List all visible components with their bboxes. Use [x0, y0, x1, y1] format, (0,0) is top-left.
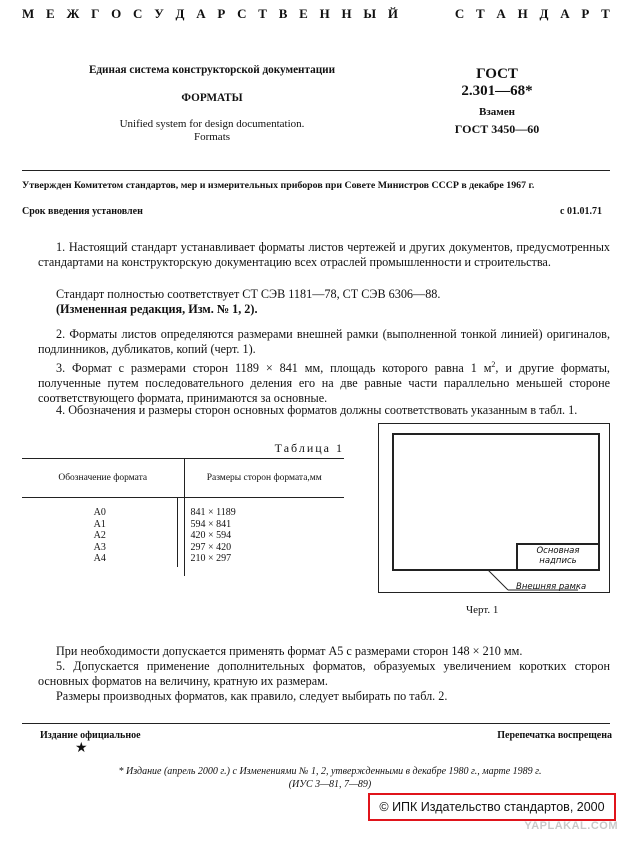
- copyright-text: © ИПК Издательство стандартов, 2000: [379, 800, 605, 814]
- paragraph-4: 4. Обозначения и размеры сторон основных форматов должны соответствовать указанным в табл. 1.: [56, 403, 578, 417]
- table-cell-size: 841 × 1189: [190, 507, 236, 518]
- english-title-line1: Unified system for design documentation.: [119, 118, 305, 130]
- paragraph-3-text-b: , и другие форматы, полученные путем последовательного деления его на две равные части параллельно меньшей стороне соответствующего формата, принимаются за основные.: [38, 361, 610, 406]
- banner-letter: Н: [341, 6, 352, 21]
- paragraph-1c: (Измененная редакция, Изм. № 1, 2).: [56, 302, 258, 316]
- banner-letter: [410, 6, 413, 22]
- column-header-dimensions: Размеры сторон формата,мм: [206, 473, 322, 483]
- title-block-label: [518, 546, 598, 566]
- table-caption: Таблица 1: [274, 441, 344, 455]
- table-cell-name: А1: [93, 518, 106, 530]
- banner-letter: В: [278, 6, 288, 21]
- banner-letter: Н: [517, 6, 528, 21]
- term-label: Срок введения установлен: [22, 206, 143, 217]
- approval-line: Утвержден Комитетом стандартов, мер и измерительных приборов при Совете Министров СССР в декабре 1967 г.: [22, 180, 535, 191]
- banner-letter: С: [133, 6, 143, 21]
- designation-column: [22, 498, 178, 567]
- table-cell-size: 210 × 297: [190, 553, 232, 564]
- gost-number: 2.301—68*: [461, 83, 533, 99]
- edition-note: * Издание (апрель 2000 г.) с Изменениями № 1, 2, утвержденными в декабре 1980 г., марте 1989 г.: [118, 766, 542, 777]
- paragraph-2: [38, 327, 610, 357]
- superscript-2: 2: [491, 360, 496, 369]
- banner-letter: С: [237, 6, 247, 21]
- paragraph-1b: Стандарт полностью соответствует СТ СЭВ 1181—78, СТ СЭВ 6306—88.: [56, 287, 441, 301]
- banner-letter: Д: [175, 6, 185, 21]
- paragraph-2-text: 2. Форматы листов определяются размерами внешней рамки (выполненной тонкой линией) оригиналов, подлинников, дубликатов, копий (черт. 1).: [38, 327, 610, 356]
- table-cell-name: А3: [93, 541, 106, 553]
- banner-letter: У: [154, 6, 164, 21]
- banner-letter: А: [496, 6, 506, 21]
- banner-letter: Ы: [363, 6, 377, 21]
- edition-note-ref: (ИУС 3—81, 7—89): [288, 779, 372, 790]
- table-column-rule: [184, 497, 185, 576]
- title-block-label-line2: надпись: [539, 556, 577, 566]
- replaced-standard: ГОСТ 3450—60: [454, 122, 540, 136]
- paragraph-3: [38, 357, 610, 406]
- banner-letter: А: [196, 6, 206, 21]
- replaces-label: Взамен: [479, 106, 515, 118]
- footer-divider: [22, 723, 610, 724]
- reprint-prohibited: Перепечатка воспрещена: [497, 730, 612, 741]
- banner-letter: Н: [319, 6, 330, 21]
- paragraph-5: При необходимости допускается применять формат А5 с размерами сторон 148 × 210 мм.: [56, 644, 523, 658]
- table-cell-size: 420 × 594: [190, 530, 232, 541]
- outer-frame-label: Внешняя рамка: [516, 582, 587, 592]
- banner-letter: Ж: [66, 6, 80, 21]
- banner-letter: Й: [387, 6, 399, 21]
- paragraph-7: Размеры производных форматов, как правило, следует выбирать по табл. 2.: [56, 689, 448, 703]
- system-title: Единая система конструкторской документации: [88, 64, 336, 76]
- header-divider: [22, 170, 610, 171]
- banner-letter: [440, 6, 443, 22]
- table-header: [22, 458, 344, 498]
- banner-letter: [425, 6, 428, 22]
- banner-letter: М: [22, 6, 35, 21]
- column-header-designation: Обозначение формата: [22, 459, 185, 497]
- table-cell-name: А0: [93, 507, 106, 518]
- banner-letter: Г: [91, 6, 100, 21]
- title-block-label-line1: Основная: [536, 546, 580, 556]
- banner-letter: Р: [217, 6, 226, 21]
- dimensions-column: [178, 498, 344, 567]
- star-icon: ★: [75, 741, 88, 756]
- formats-table: [22, 458, 344, 567]
- watermark: YAPLAKAL.COM: [524, 820, 618, 832]
- banner-letter: А: [560, 6, 570, 21]
- gost-label: ГОСТ: [476, 66, 518, 82]
- english-title-line2: Formats: [193, 131, 231, 143]
- copyright-box: [368, 793, 616, 821]
- banner-letter: О: [111, 6, 122, 21]
- banner-letter: С: [454, 6, 465, 21]
- table-cell-size: 297 × 420: [190, 541, 232, 553]
- banner-letter: Д: [539, 6, 549, 21]
- banner-letter: Т: [601, 6, 610, 21]
- official-edition: Издание официальное: [40, 730, 141, 741]
- standard-banner: [22, 6, 610, 22]
- drawing-caption: Черт. 1: [466, 604, 499, 616]
- banner-letter: Т: [475, 6, 485, 21]
- table-cell-name: А4: [93, 553, 106, 564]
- banner-letter: Т: [258, 6, 267, 21]
- term-date: с 01.01.71: [560, 206, 602, 217]
- banner-letter: Р: [581, 6, 590, 21]
- table-cell-name: А2: [93, 530, 106, 541]
- paragraph-3-text-a: 3. Формат с размерами сторон 1189 × 841 мм, площадь которого равна 1 м: [56, 361, 492, 376]
- doc-title: ФОРМАТЫ: [181, 92, 243, 104]
- banner-letter: Е: [46, 6, 55, 21]
- paragraph-6: 5. Допускается применение дополнительных форматов, образуемых увеличением коротких сторон основных форматов на величину, кратную их размерам.: [38, 659, 610, 688]
- banner-letter: Е: [299, 6, 308, 21]
- table-body: [22, 498, 344, 567]
- table-cell-size: 594 × 841: [190, 518, 232, 530]
- paragraph-1: 1. Настоящий стандарт устанавливает форматы листов чертежей и других документов, предусмотренных стандартами на конструкторскую документацию всех отраслей промышленности и строительства.: [38, 240, 610, 269]
